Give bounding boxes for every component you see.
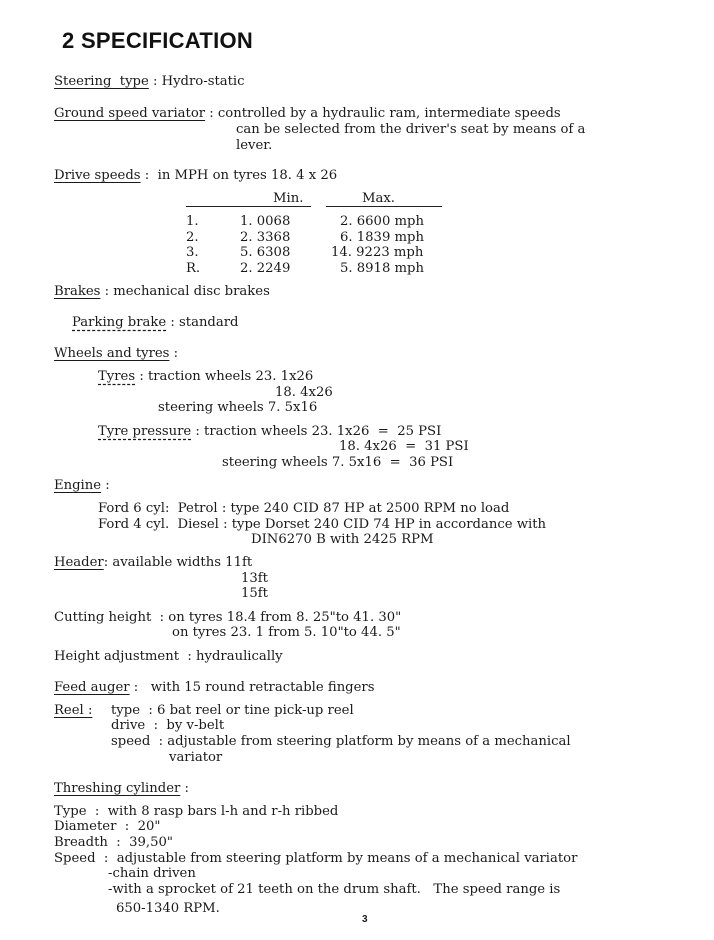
gear-cell: R. [186, 261, 201, 276]
engine-line3: DIN6270 B with 2425 RPM [251, 532, 434, 547]
gear-cell: 3. [186, 245, 199, 260]
wheels-label: Wheels and tyres [54, 346, 170, 361]
engine-line2 [98, 517, 546, 533]
page-title: 2 SPECIFICATION [62, 28, 254, 53]
cutting-height-line2: on tyres 23. 1 from 5. 10"to 44. 5" [172, 625, 401, 640]
drive-speeds-label: Drive speeds [54, 168, 141, 183]
tyres-value: : traction wheels 23. 1x26 [135, 369, 314, 384]
threshing-rpm: 650-1340 RPM. [116, 901, 220, 916]
engine-petrol-right: : type 240 CID 87 HP at 2500 RPM no load [217, 501, 510, 516]
parking-brake-label: Parking brake [72, 315, 167, 330]
feed-auger-line [54, 680, 375, 696]
reel-drive: drive : by v-belt [111, 718, 225, 733]
pressure-line3: steering wheels 7. 5x16 = 36 PSI [222, 455, 454, 470]
gear-cell: 1. [186, 214, 199, 229]
col-min-header: Min. [273, 191, 304, 206]
page-number: 3 [362, 914, 368, 925]
col-max-header: Max. [362, 191, 395, 206]
steering-line [54, 74, 245, 90]
steering-label: Steering type [54, 74, 149, 89]
max-cell: 5. 8918 mph [340, 261, 424, 276]
engine-diesel-left: Ford 4 cyl. Diesel [98, 517, 219, 532]
parking-brake-value: : standard [166, 315, 239, 330]
header-width-15: 15ft [241, 586, 268, 601]
reel-speed: speed : adjustable from steering platform by means of a mechanical [111, 734, 571, 749]
pressure-line1 [98, 424, 441, 440]
pressure-line2: 18. 4x26 = 31 PSI [339, 439, 469, 454]
threshing-speed: Speed : adjustable from steering platform by means of a mechanical variator [54, 851, 578, 866]
max-header-rule [326, 206, 442, 207]
pressure-value: : traction wheels 23. 1x26 = 25 PSI [191, 424, 442, 439]
tyres-label: Tyres [98, 369, 136, 384]
brakes-line [54, 284, 270, 300]
ground-speed-label: Ground speed variator [54, 106, 206, 121]
min-cell: 5. 6308 [240, 245, 291, 260]
min-cell: 2. 2249 [240, 261, 291, 276]
engine-label: Engine [54, 478, 102, 493]
max-cell: 2. 6600 mph [340, 214, 424, 229]
header-line [54, 555, 252, 571]
tyres-line3: steering wheels 7. 5x16 [158, 400, 318, 415]
brakes-label: Brakes [54, 284, 101, 299]
reel-label [54, 703, 92, 719]
ground-speed-value: : controlled by a hydraulic ram, intermediate speeds [205, 106, 561, 121]
ground-speed-cont2: lever. [236, 138, 273, 153]
threshing-chain: -chain driven [108, 866, 196, 881]
drive-speeds-line [54, 168, 337, 184]
threshing-breadth: Breadth : 39,50" [54, 835, 173, 850]
tyres-line1 [98, 369, 313, 385]
feed-auger-label: Feed auger [54, 680, 130, 695]
header-width-13: 13ft [241, 571, 268, 586]
min-cell: 1. 0068 [240, 214, 291, 229]
engine-petrol-left: Ford 6 cyl: Petrol [98, 501, 218, 516]
min-cell: 2. 3368 [240, 230, 291, 245]
threshing-colon: : [180, 781, 189, 796]
cutting-height-line1: Cutting height : on tyres 18.4 from 8. 25"to 41. 30" [54, 610, 402, 625]
steering-value: : Hydro-static [148, 74, 245, 89]
drive-speeds-value: : in MPH on tyres 18. 4 x 26 [140, 168, 338, 183]
reel-label-text: Reel : [54, 703, 93, 718]
threshing-diameter: Diameter : 20" [54, 819, 161, 834]
min-header-rule [186, 206, 311, 207]
max-cell: 6. 1839 mph [340, 230, 424, 245]
threshing-sprocket: -with a sprocket of 21 teeth on the drum shaft. The speed range is [108, 882, 561, 897]
engine-colon: : [101, 478, 110, 493]
max-cell: 14. 9223 mph [331, 245, 424, 260]
threshing-label: Threshing cylinder [54, 781, 181, 796]
reel-speed-cont: variator [169, 750, 223, 765]
reel-type: type : 6 bat reel or tine pick-up reel [111, 703, 354, 718]
wheels-colon: : [169, 346, 179, 361]
threshing-line [54, 781, 189, 797]
feed-auger-value: : with 15 round retractable fingers [129, 680, 375, 695]
engine-line1 [98, 501, 509, 517]
header-value: : available widths 11ft [103, 555, 253, 570]
height-adjustment: Height adjustment : hydraulically [54, 649, 283, 664]
parking-brake-line [72, 315, 239, 331]
brakes-value: : mechanical disc brakes [100, 284, 270, 299]
engine-line [54, 478, 110, 494]
ground-speed-cont1: can be selected from the driver's seat by means of a [236, 122, 586, 137]
engine-diesel-right: : type Dorset 240 CID 74 HP in accordance with [218, 517, 547, 532]
pressure-label: Tyre pressure [98, 424, 192, 439]
wheels-line [54, 346, 178, 362]
threshing-type: Type : with 8 rasp bars l-h and r-h ribbed [54, 804, 339, 819]
ground-speed-line [54, 106, 561, 122]
tyres-line2: 18. 4x26 [275, 385, 333, 400]
header-label: Header [54, 555, 104, 570]
gear-cell: 2. [186, 230, 199, 245]
